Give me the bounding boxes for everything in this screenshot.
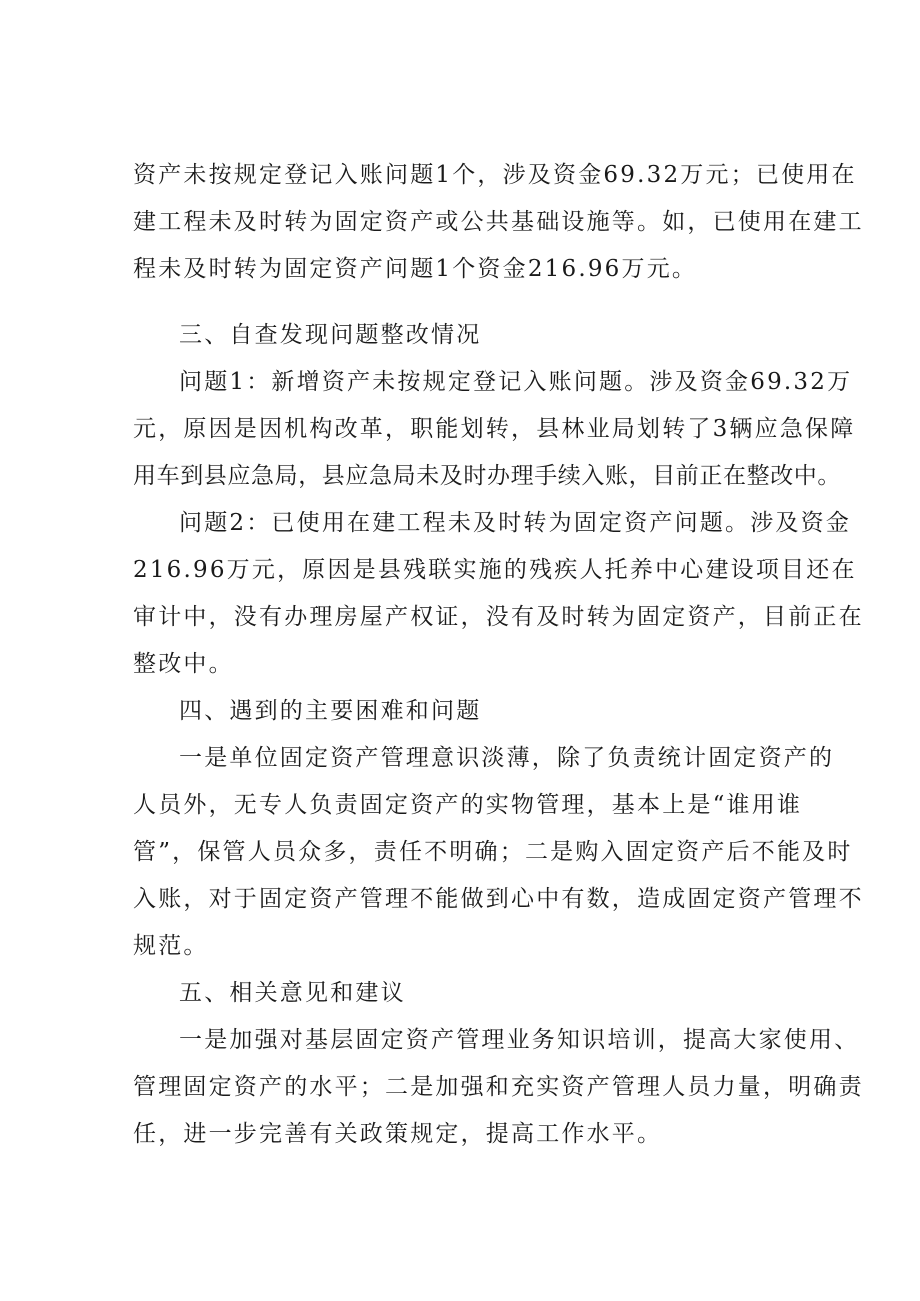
difficulty-line-4: 入账，对于固定资产管理不能做到心中有数，造成固定资产管理不 bbox=[133, 886, 864, 912]
suggestion-line-2: 管理固定资产的水平；二是加强和充实资产管理人员力量，明确责 bbox=[133, 1074, 864, 1100]
suggestion-line-1: 一是加强对基层固定资产管理业务知识培训，提高大家使用、 bbox=[179, 1027, 860, 1053]
para-assets-line-2: 建工程未及时转为固定资产或公共基础设施等。如，已使用在建工 bbox=[133, 209, 864, 235]
difficulty-line-3: 管”，保管人员众多，责任不明确；二是购入固定资产后不能及时 bbox=[133, 839, 853, 865]
problem-2-line-1: 问题2：已使用在建工程未及时转为固定资产问题。涉及资金 bbox=[179, 510, 852, 536]
problem-1-line-1: 问题1：新增资产未按规定登记入账问题。涉及资金69.32万 bbox=[179, 369, 853, 395]
problem-1-line-3: 用车到县应急局，县应急局未及时办理手续入账，目前正在整改中。 bbox=[133, 463, 841, 489]
section-heading-3: 三、自查发现问题整改情况 bbox=[179, 322, 482, 348]
problem-2-line-4: 整改中。 bbox=[133, 651, 234, 677]
problem-2-line-3: 审计中，没有办理房屋产权证，没有及时转为固定资产，目前正在 bbox=[133, 604, 864, 630]
section-heading-4: 四、遇到的主要困难和问题 bbox=[179, 698, 482, 724]
para-assets-line-3: 程未及时转为固定资产问题1个资金216.96万元。 bbox=[133, 256, 698, 282]
section-heading-5: 五、相关意见和建议 bbox=[179, 980, 406, 1006]
para-assets-line-1: 资产未按规定登记入账问题1个，涉及资金69.32万元；已使用在 bbox=[133, 162, 857, 188]
problem-2-line-2: 216.96万元，原因是县残联实施的残疾人托养中心建设项目还在 bbox=[133, 557, 857, 583]
problem-1-line-2: 元，原因是因机构改革，职能划转，县林业局划转了3辆应急保障 bbox=[133, 416, 856, 442]
difficulty-line-5: 规范。 bbox=[133, 933, 209, 959]
suggestion-line-3: 任，进一步完善有关政策规定，提高工作水平。 bbox=[133, 1121, 663, 1147]
difficulty-line-1: 一是单位固定资产管理意识淡薄，除了负责统计固定资产的 bbox=[179, 745, 835, 771]
difficulty-line-2: 人员外，无专人负责固定资产的实物管理，基本上是“谁用谁 bbox=[133, 792, 803, 818]
